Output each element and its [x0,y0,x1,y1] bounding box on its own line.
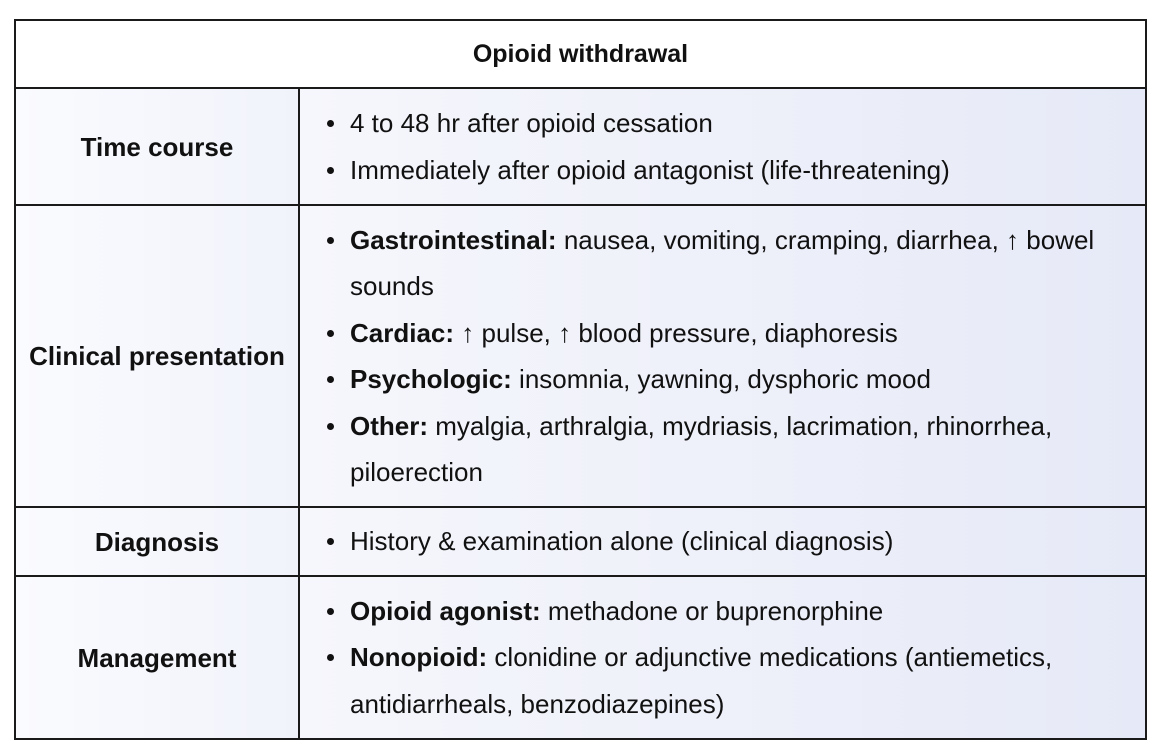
list-item [350,356,1125,403]
row-label: Time course [15,88,299,205]
table-row-management [15,576,1146,739]
row-content [299,205,1146,507]
list-item [350,588,1125,635]
item-text: nausea, vomiting, cramping, diarrhea, ↑ bowel sounds [350,224,1095,301]
row-content [299,576,1146,739]
row-label: Clinical presentation [15,205,299,507]
item-heading: Other: [350,410,428,441]
item-text: myalgia, arthralgia, mydriasis, lacrimation, rhinorrhea, piloerection [350,410,1053,487]
item-text: clonidine or adjunctive medications (antiemetics, antidiarrheals, benzodiazepines) [350,642,1053,719]
item-heading: Opioid agonist: [350,595,541,626]
item-heading: Nonopioid: [350,642,488,673]
row-content [299,88,1146,205]
list-item [350,403,1125,496]
item-text: Immediately after opioid antagonist (life-threatening) [350,154,950,185]
opioid-withdrawal-table [14,19,1147,740]
list-item [350,518,1125,565]
row-label: Management [15,576,299,739]
list-item [350,310,1125,357]
table-title-row [15,20,1146,88]
list-item [350,634,1125,727]
item-heading: Psychologic: [350,364,512,394]
table-row-clinical-presentation [15,205,1146,507]
list-item [350,100,1125,147]
table-title: Opioid withdrawal [15,20,1146,88]
item-text: ↑ pulse, ↑ blood pressure, diaphoresis [454,317,898,348]
item-heading: Gastrointestinal: [350,224,557,255]
item-text: 4 to 48 hr after opioid cessation [350,108,713,138]
item-text: insomnia, yawning, dysphoric mood [511,364,931,394]
list-item [350,147,1125,194]
row-content [299,507,1146,576]
list-item [350,217,1125,310]
row-label: Diagnosis [15,507,299,576]
item-text: methadone or buprenorphine [540,595,884,626]
table-row-time-course [15,88,1146,205]
table-row-diagnosis [15,507,1146,576]
item-text: History & examination alone (clinical diagnosis) [350,526,894,557]
item-heading: Cardiac: [350,317,455,348]
